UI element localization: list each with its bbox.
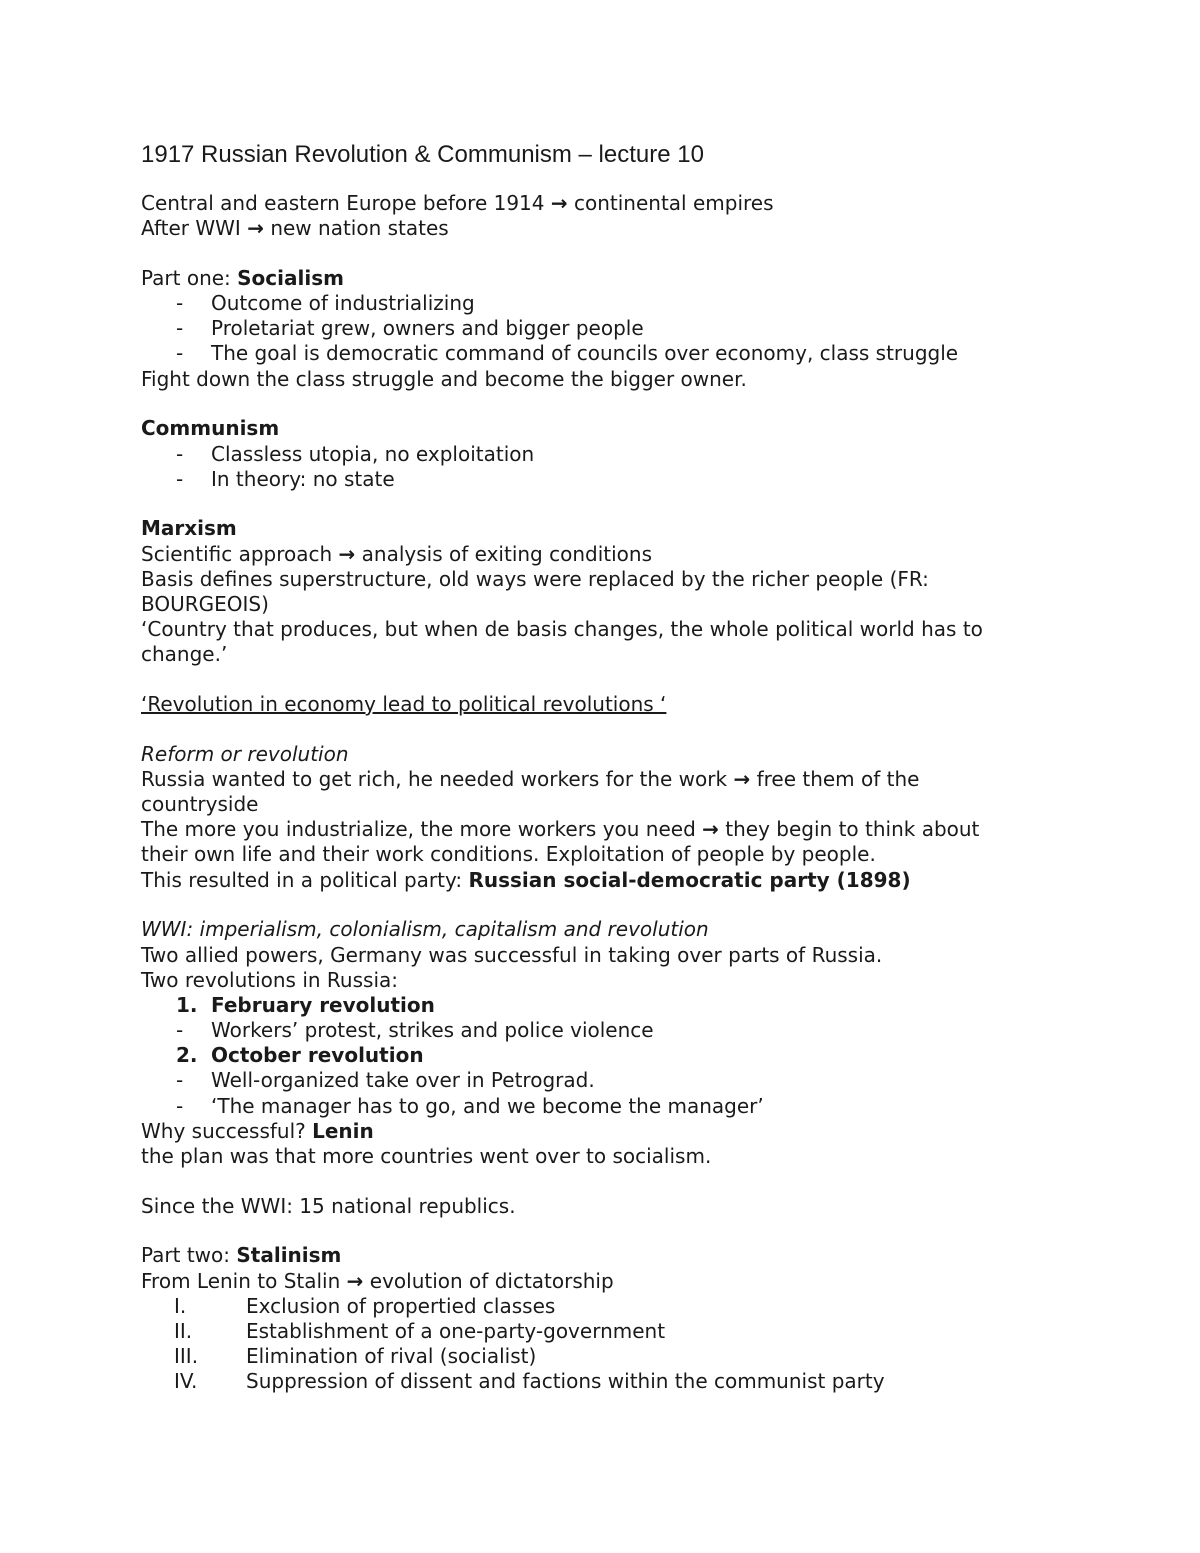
bullet-dash-icon: -	[176, 341, 184, 366]
marxism-line-3: BOURGEOIS)	[141, 591, 269, 616]
arrow-icon: →	[247, 216, 264, 241]
reform-heading: Reform or revolution	[141, 741, 349, 766]
bullet-dash-icon: -	[176, 1068, 184, 1093]
stalinism-line-1: From Lenin to Stalin → evolution of dictatorship	[141, 1268, 614, 1293]
list-item: - In theory: no state	[176, 466, 395, 491]
list-number: III.	[174, 1344, 199, 1369]
communism-heading: Communism	[141, 416, 280, 441]
reform-line-3: The more you industrialize, the more workers you need → they begin to think about	[141, 817, 980, 842]
list-item: - Proletariat grew, owners and bigger people	[176, 316, 644, 341]
arrow-icon: →	[550, 191, 568, 215]
list-item: - ‘The manager has to go, and we become the manager’	[176, 1093, 764, 1118]
arrow-icon: →	[338, 541, 356, 566]
marxism-line-4: ‘Country that produces, but when de basis changes, the whole political world has to	[141, 617, 983, 642]
bullet-dash-icon: -	[176, 291, 184, 316]
bullet-dash-icon: -	[176, 1093, 184, 1118]
arrow-icon: →	[346, 1268, 364, 1293]
bullet-dash-icon: -	[176, 466, 184, 491]
wwi-line-2: Two revolutions in Russia:	[141, 967, 398, 992]
numbered-item: 2. October revolution	[176, 1043, 424, 1068]
reform-line-4: their own life and their work conditions. Exploitation of people by people.	[141, 842, 876, 867]
marxism-line-2: Basis defines superstructure, old ways were replaced by the richer people (FR:	[141, 566, 929, 591]
list-number: 2.	[176, 1043, 198, 1068]
list-number: IV.	[174, 1369, 198, 1394]
intro-line-2: After WWI → new nation states	[141, 216, 449, 241]
why-successful: Why successful? Lenin	[141, 1118, 374, 1143]
numbered-item: 1. February revolution	[176, 992, 435, 1017]
list-number: 1.	[176, 992, 198, 1017]
reform-line-5: This resulted in a political party: Russian social-democratic party (1898)	[141, 867, 911, 892]
roman-list-item: III. Elimination of rival (socialist)	[174, 1344, 537, 1369]
quote-underlined: ‘Revolution in economy lead to political revolutions ‘	[141, 692, 667, 716]
list-item: - The goal is democratic command of councils over economy, class struggle	[176, 341, 959, 366]
arrow-icon: →	[733, 766, 751, 791]
marxism-heading: Marxism	[141, 516, 237, 541]
wwi-heading: WWI: imperialism, colonialism, capitalism and revolution	[141, 917, 709, 942]
roman-list-item: I. Exclusion of propertied classes	[174, 1293, 556, 1318]
stalinism-heading: Part two: Stalinism	[141, 1243, 342, 1268]
socialism-heading: Part one: Socialism	[141, 265, 344, 290]
bullet-dash-icon: -	[176, 316, 184, 341]
intro-line-1: Central and eastern Europe before 1914 → continental empires	[141, 191, 774, 215]
list-item: - Well-organized take over in Petrograd.	[176, 1068, 595, 1093]
reform-line-2: countryside	[141, 792, 259, 817]
reform-line-1: Russia wanted to get rich, he needed workers for the work → free them of the	[141, 766, 920, 791]
socialism-after: Fight down the class struggle and become the bigger owner.	[141, 366, 747, 391]
bullet-dash-icon: -	[176, 1018, 184, 1043]
roman-list-item: II. Establishment of a one-party-government	[174, 1318, 666, 1343]
document-body	[141, 140, 1101, 1395]
marxism-line-5: change.’	[141, 642, 228, 667]
wwi-plan: the plan was that more countries went over to socialism.	[141, 1144, 712, 1168]
list-number: II.	[174, 1318, 193, 1343]
wwi-line-1: Two allied powers, Germany was successful in taking over parts of Russia.	[141, 942, 883, 967]
bullet-dash-icon: -	[176, 441, 184, 466]
marxism-line-1: Scientific approach → analysis of exiting conditions	[141, 541, 652, 566]
document-title: 1917 Russian Revolution & Communism – lecture 10	[141, 141, 704, 168]
roman-list-item: IV. Suppression of dissent and factions within the communist party	[174, 1369, 885, 1394]
since-line: Since the WWI: 15 national republics.	[141, 1193, 516, 1218]
arrow-icon: →	[702, 817, 719, 842]
list-item: - Workers’ protest, strikes and police violence	[176, 1018, 654, 1043]
list-item: - Classless utopia, no exploitation	[176, 441, 535, 466]
list-item: - Outcome of industrializing	[176, 291, 475, 316]
list-number: I.	[174, 1293, 187, 1318]
